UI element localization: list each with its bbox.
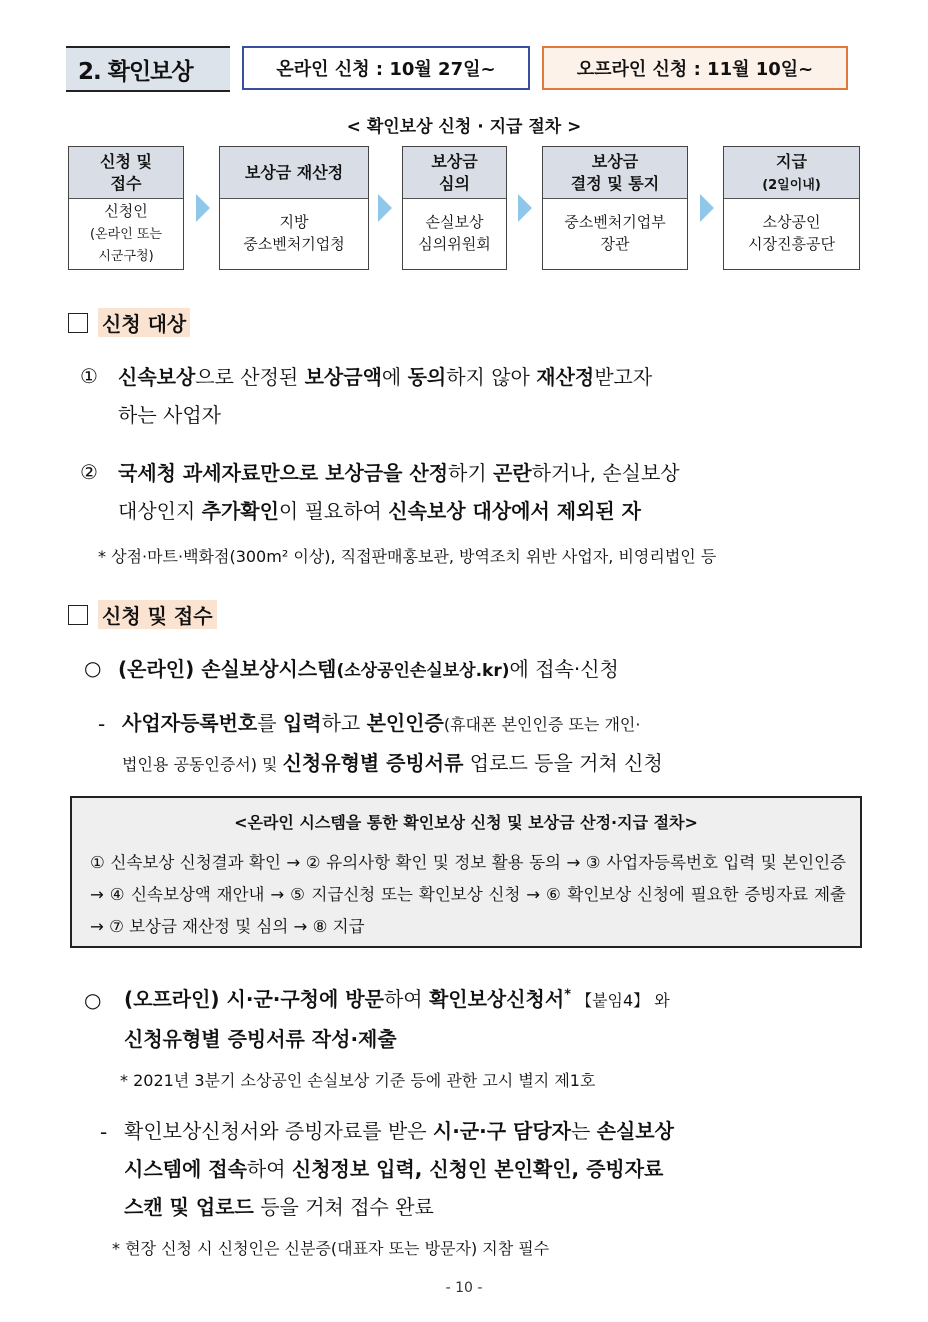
- flow-step-title: 보상금 재산정: [244, 162, 344, 182]
- online-procedure-box: [70, 796, 862, 948]
- checkbox-square-icon: [68, 313, 88, 333]
- flow-step-payment: [723, 146, 860, 270]
- arrow-right-icon: [518, 194, 534, 222]
- flow-step-actor: 심의위원회: [418, 235, 491, 253]
- online-procedure-title: <온라인 시스템을 통한 확인보상 신청 및 보상금 산정·지급 절차>: [234, 813, 698, 832]
- flow-step-actor: 지방: [279, 213, 309, 232]
- flow-step-actor: 손실보상: [425, 213, 484, 232]
- offline-footnote: * 2021년 3분기 소상공인 손실보상 기준 등에 관한 고시 별지 제1호: [120, 1071, 596, 1090]
- apply-heading: 신청 및 접수: [68, 600, 217, 629]
- section-title: 2. 확인보상: [66, 46, 230, 92]
- target-heading: 신청 대상: [68, 308, 190, 337]
- arrow-right-icon: [378, 194, 394, 222]
- flow-step-title: 지급: [776, 151, 807, 171]
- procedure-title: < 확인보상 신청 · 지급 절차 >: [346, 117, 582, 137]
- target-footnote: * 상점·마트·백화점(300m² 이상), 직접판매홍보관, 방역조치 위반 사업자, 비영리법인 등: [98, 547, 717, 566]
- target-item-1: 신속보상으로 산정된 보상금액에 동의하지 않아 재산정받고자 하는 사업자: [118, 365, 653, 427]
- flow-step-actor: 시군구청): [98, 248, 154, 264]
- online-period-badge: 온라인 신청 : 10월 27일~: [242, 46, 530, 90]
- online-procedure-steps: ① 신속보상 신청결과 확인 → ② 유의사항 확인 및 정보 활용 동의 → ③ 사업자등록번호 입력 및 본인인증 → ④ 신속보상액 재안내 → ⑤ 지급신청 또는 확인보상 신청 → ⑥ 확인보상 신청에 필요한 증빙자료 제출 → ⑦ 보상금 재산정 및 심의 → ⑧ 지급: [90, 853, 846, 936]
- flow-step-actor: 시장진흥공단: [748, 235, 835, 253]
- offline-final-note: * 현장 신청 시 신청인은 신분증(대표자 또는 방문자) 지참 필수: [112, 1239, 550, 1258]
- flow-step-actor: 장관: [600, 235, 630, 253]
- offline-period-badge: 오프라인 신청 : 11월 10일~: [542, 46, 848, 90]
- flow-step-actor: 신청인: [104, 202, 148, 221]
- flow-step-title: 보상금: [431, 151, 478, 171]
- arrow-right-icon: [700, 194, 716, 222]
- checkbox-square-icon: [68, 605, 88, 625]
- flow-step-title: 신청 및: [100, 151, 152, 171]
- procedure-flow: [68, 146, 860, 270]
- arrow-right-icon: [196, 194, 212, 222]
- bullet-circle: ○: [84, 656, 102, 680]
- header-row: [66, 46, 848, 92]
- flow-step-actor: 중소벤처기업청: [243, 235, 345, 253]
- dash-bullet: -: [100, 1120, 108, 1144]
- flow-step-title: 심의: [439, 173, 470, 193]
- offline-apply-line: (오프라인) 시·군·구청에 방문하여 확인보상신청서* 【붙임4】 와 신청유형별 증빙서류 작성·제출: [124, 987, 670, 1051]
- flow-step-review: [402, 146, 507, 270]
- offline-apply-detail: 확인보상신청서와 증빙자료를 받은 시·군·구 담당자는 손실보상 시스템에 접속하여 신청정보 입력, 신청인 본인확인, 증빙자료 스캔 및 업로드 등을 거쳐 접수 완료: [124, 1119, 674, 1219]
- target-item-2: 국세청 과세자료만으로 보상금을 산정하기 곤란하거나, 손실보상 대상인지 추가확인이 필요하여 신속보상 대상에서 제외된 자: [118, 461, 680, 523]
- flow-step-title: 접수: [110, 173, 142, 193]
- online-apply-line: (온라인) 손실보상시스템(소상공인손실보상.kr)에 접속·신청: [118, 657, 619, 681]
- flow-step-recalc: [219, 146, 369, 270]
- dash-bullet: -: [98, 712, 106, 736]
- flow-step-title: 보상금: [591, 151, 639, 171]
- flow-step-actor: 소상공인: [762, 213, 821, 232]
- online-apply-detail: 사업자등록번호를 입력하고 본인인증(휴대폰 본인인증 또는 개인· 법인용 공동인증서) 및 신청유형별 증빙서류 업로드 등을 거쳐 신청: [122, 711, 663, 775]
- flow-step-actor: 중소벤처기업부: [564, 213, 666, 232]
- flow-step-decision: [542, 146, 688, 270]
- flow-step-title: (2일이내): [762, 177, 821, 193]
- flow-step-apply: [68, 146, 184, 270]
- item-number: ①: [80, 364, 98, 388]
- page-number: - 10 -: [445, 1280, 483, 1296]
- flow-step-title: 결정 및 통지: [570, 173, 660, 193]
- item-number: ②: [80, 460, 98, 484]
- flow-step-actor: (온라인 또는: [90, 227, 162, 243]
- bullet-circle: ○: [84, 988, 102, 1012]
